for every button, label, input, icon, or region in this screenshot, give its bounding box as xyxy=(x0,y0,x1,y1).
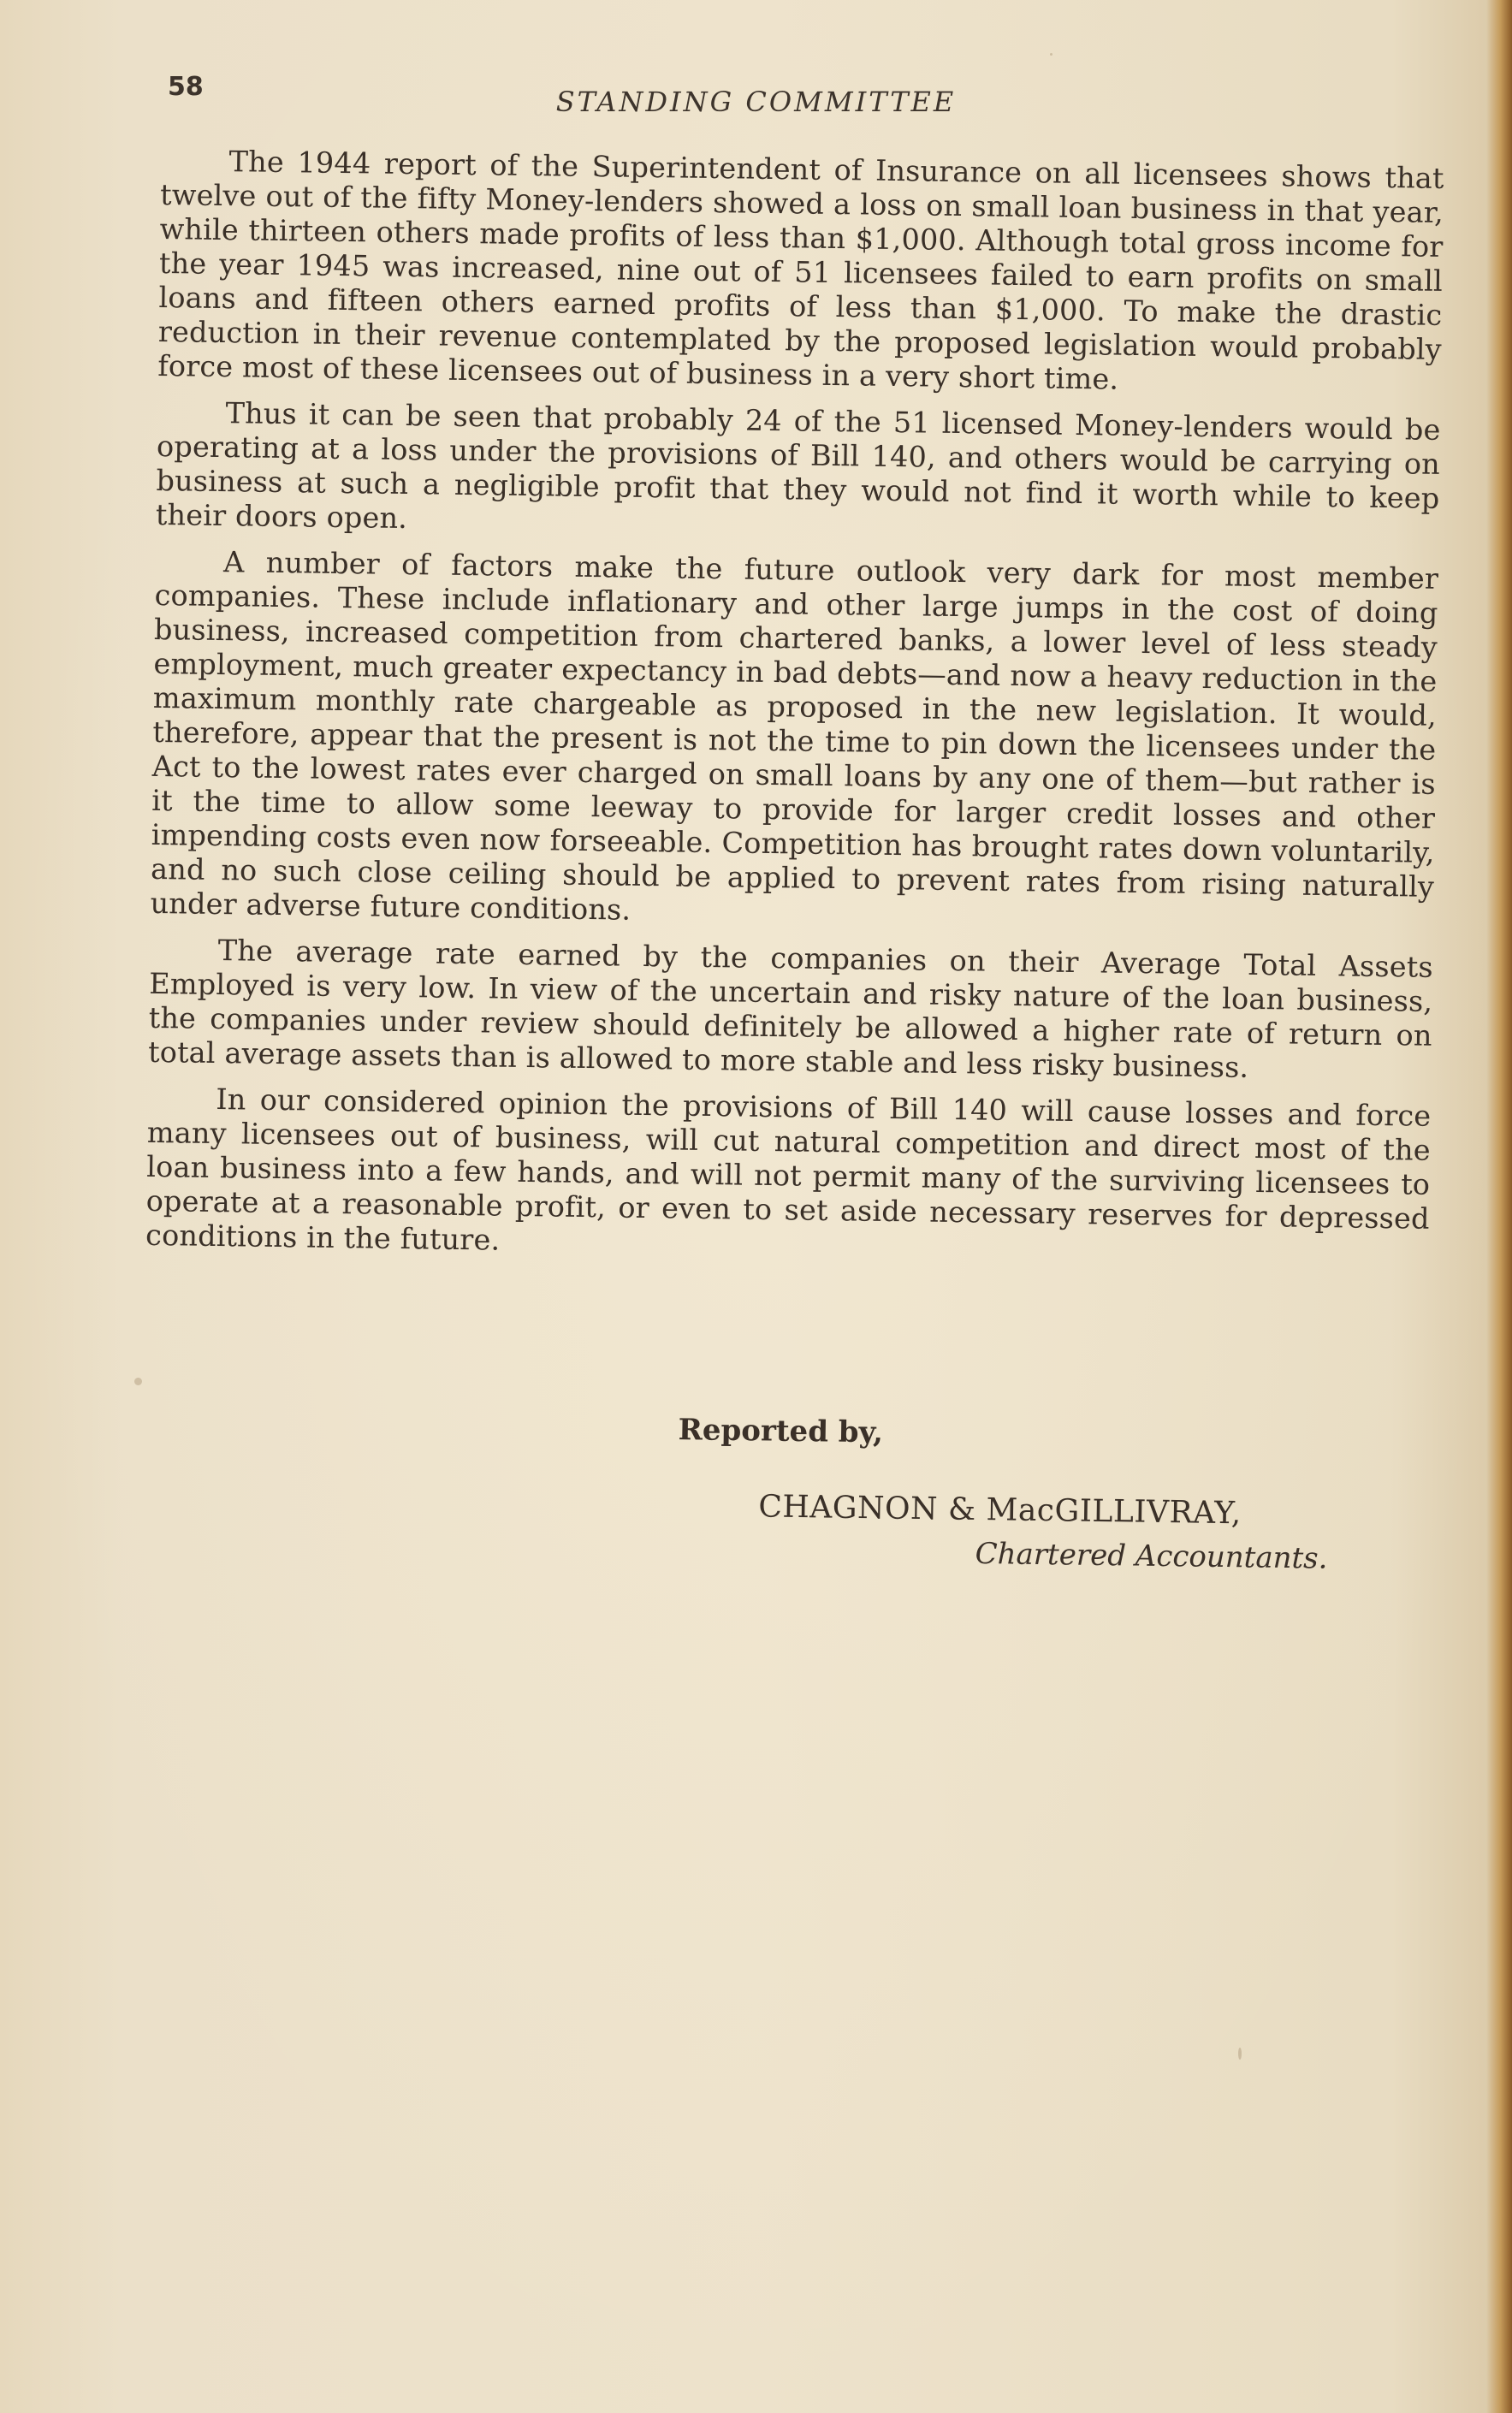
paragraph-1: The 1944 report of the Superintendent of Insurance on all licensees shows that twelve out of the fifty Money-lenders showed a loss on small loan business in that year, while thirteen others made profits of less than $1,000. Although total gross income for the year 1945 was increased, nine out of 51 licensees failed to earn profits on small loans and fifteen others earned profits of less than $1,000. To make the drastic reduction in their revenue contemplated by the proposed legislation would probably force most of these licensees out of business in a very short time. xyxy=(157,145,1444,396)
paragraph-3: A number of factors make the future outlook very dark for most member companies. These include inflationary and other large jumps in the cost of doing business, increased competition from chartered banks, a lower level of less steady employment, much greater expectancy in bad debts—and now a heavy reduction in the maximum monthly rate chargeable as proposed in the new legislation. It would, therefore, appear that the present is not the time to pin down the licensees under the Act to the lowest rates ever charged on small loans by any one of them—but rather is it the time to allow some leeway to provide for larger credit losses and other impending costs even now forseeable. Competition has brought rates down voluntarily, and no such close ceiling should be applied to prevent rates from rising naturally under adverse future conditions. xyxy=(150,545,1439,927)
reported-by-line: Reported by, xyxy=(678,1413,884,1450)
paragraph-5: In our considered opinion the provisions of Bill 140 will cause losses and force many licensees out of business, will cut natural competition and direct most of the loan business into a few hands, and will not permit many of the surviving licensees to operate at a reasonable profit, or even to set aside necessary reserves for depressed conditions in the future. xyxy=(145,1082,1432,1257)
paragraph-2: Thus it can be seen that probably 24 of the 51 licensed Money-lenders would be operating at a loss under the provisions of Bill 140, and others would be carrying on business at such a negligible profit that they would not find it worth while to keep their doors open. xyxy=(155,396,1441,536)
running-head: STANDING COMMITTEE xyxy=(555,86,957,118)
page-number: 58 xyxy=(168,72,204,102)
signature-block xyxy=(0,1403,1512,1576)
firm-name: CHAGNON & MacGILLIVRAY, xyxy=(758,1489,1242,1532)
firm-title: Chartered Accountants. xyxy=(975,1536,1328,1576)
page-edge-shadow xyxy=(1486,0,1512,2413)
paragraph-4: The average rate earned by the companies on their Average Total Assets Employed is very low. In view of the uncertain and risky nature of the loan business, the companies under review should definitely be allowed a higher rate of return on total average assets than is allowed to more stable and less risky business. xyxy=(147,934,1433,1084)
paper-speck xyxy=(134,1378,142,1385)
paper-speck xyxy=(1050,53,1052,56)
paper-speck xyxy=(1238,2048,1242,2060)
body-text xyxy=(145,144,1444,1283)
